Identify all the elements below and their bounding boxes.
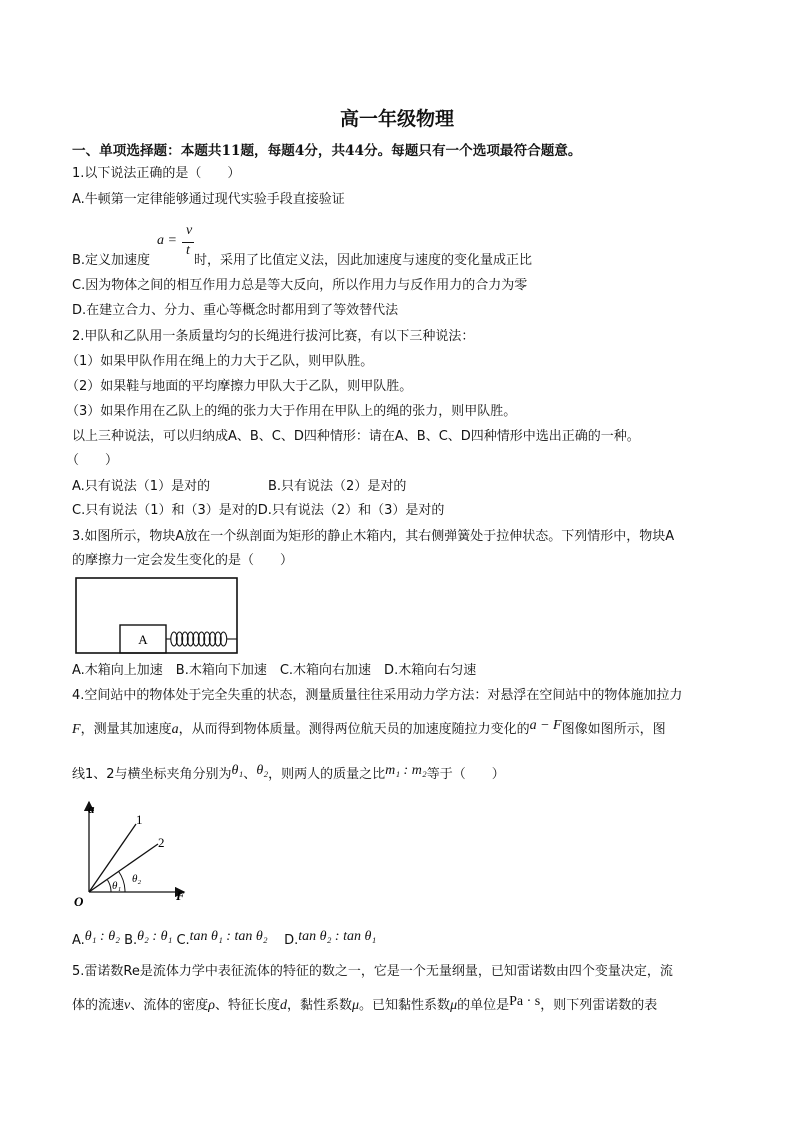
- q4-af-graph: [70, 796, 200, 910]
- q1-option-a: A.牛顿第一定律能够通过现代实验手段直接验证: [72, 192, 345, 207]
- q5-var-d: d: [280, 998, 287, 1013]
- q1-formula-denominator: t: [186, 243, 190, 258]
- q4-theta2: θ₂: [256, 763, 269, 778]
- q2-statement-3: （3）如果作用在乙队上的绳的张力大于作用在甲队上的绳的张力，则甲队胜。: [66, 404, 517, 419]
- line-1-label: 1: [136, 812, 143, 827]
- q5-text-g: ，则下列雷诺数的表: [540, 998, 658, 1013]
- page-title: 高一年级物理: [339, 108, 454, 130]
- q1-option-b-prefix: B.定义加速度: [72, 253, 151, 268]
- q1-stem: 1.以下说法正确的是（ ）: [72, 166, 241, 181]
- q5-text-a: 体的流速: [72, 998, 125, 1013]
- q1-option-d: D.在建立合力、分力、重心等概念时都用到了等效替代法: [72, 303, 399, 318]
- q2-option-b: B.只有说法（2）是对的: [268, 479, 407, 494]
- q1-option-c: C.因为物体之间的相互作用力总是等大反向，所以作用力与反作用力的合力为零: [72, 278, 528, 293]
- q2-option-a: A.只有说法（1）是对的: [72, 479, 211, 494]
- q4-text-2c: 图像如图所示，图: [561, 722, 666, 737]
- q4-stem-line1: 4.空间站中的物体处于完全失重的状态，测量质量往往采用动力学方法：对悬浮在空间站中的物体施加拉力: [72, 688, 683, 703]
- q5-var-mu: μ: [352, 998, 360, 1013]
- q4-option-c-label: C.: [176, 933, 190, 948]
- wooden-box: [76, 578, 237, 653]
- q2-summary: 以上三种说法，可以归纳成A、B、C、D四种情形：请在A、B、C、D四种情形中选出正确的一种。: [72, 429, 640, 444]
- q4-option-a: θ₁ : θ₂: [84, 929, 120, 944]
- y-axis-label: a: [88, 801, 95, 816]
- q1-formula-lhs: a =: [157, 233, 177, 248]
- q4-stem-line2: [72, 720, 666, 740]
- q4-text-3b: ，则两人的质量之比: [268, 767, 386, 782]
- q5-var-mu-2: μ: [450, 998, 458, 1013]
- q2-statement-1: （1）如果甲队作用在绳上的力大于乙队，则甲队胜。: [66, 354, 374, 369]
- q2-statement-2: （2）如果鞋与地面的平均摩擦力甲队大于乙队，则甲队胜。: [66, 379, 413, 394]
- graph-line-2: [89, 844, 158, 892]
- q4-option-c: tan θ₁ : tan θ₂: [189, 929, 268, 944]
- q2-stem: 2.甲队和乙队用一条质量均匀的长绳进行拔河比赛，有以下三种说法：: [72, 329, 475, 344]
- q4-var-af: a − F: [529, 718, 562, 733]
- q2-answer-paren: （ ）: [66, 453, 119, 468]
- q1-formula-numerator: v: [186, 223, 193, 238]
- q3-stem-line1: 3.如图所示，物块A放在一个纵剖面为矩形的静止木箱内，其右侧弹簧处于拉伸状态。下列情形中，物块A: [72, 529, 675, 544]
- q4-options: [72, 931, 376, 951]
- q3-box-diagram: [74, 576, 240, 656]
- q3-options: A.木箱向上加速 B.木箱向下加速 C.木箱向右加速 D.木箱向右匀速: [72, 663, 477, 678]
- q4-option-d-label: D.: [284, 933, 299, 948]
- q4-option-d: tan θ₂ : tan θ₁: [298, 929, 377, 944]
- q2-options-cd: C.只有说法（1）和（3）是对的D.只有说法（2）和（3）是对的: [72, 503, 445, 518]
- q5-var-v: v: [124, 998, 131, 1013]
- q4-option-a-label: A.: [72, 933, 85, 948]
- block-a-label: A: [138, 632, 148, 647]
- q4-mass-ratio: m₁ : m₂: [385, 763, 427, 778]
- q4-var-f: F: [72, 722, 81, 737]
- q4-var-a: a: [171, 722, 179, 737]
- q3-stem-line2: 的摩擦力一定会发生变化的是（ ）: [72, 553, 294, 568]
- q5-var-rho: ρ: [208, 998, 215, 1013]
- section-heading: 一、单项选择题：本题共11题，每题4分，共44分。每题只有一个选项最符合题意。: [72, 143, 582, 159]
- q4-sep: 、: [243, 767, 257, 782]
- angle-1-label: θ₁: [112, 880, 122, 892]
- angle-2-label: θ₂: [132, 873, 142, 885]
- q5-unit: Pa · s: [509, 994, 541, 1009]
- q5-text-f: 的单位是: [457, 998, 510, 1013]
- q5-text-c: 、特征长度: [214, 998, 280, 1013]
- q4-text-2b: ，从而得到物体质量。测得两位航天员的加速度随拉力变化的: [178, 722, 530, 737]
- q5-line2: [72, 996, 657, 1016]
- q4-text-3a: 线1、2与横坐标夹角分别为: [72, 767, 232, 782]
- q1-option-b-suffix: 时，采用了比值定义法，因此加速度与速度的变化量成正比: [194, 253, 533, 268]
- q5-text-d: ，黏性系数: [287, 998, 353, 1013]
- q4-option-b: θ₂ : θ₁: [137, 929, 173, 944]
- q4-stem-line3: [72, 765, 505, 785]
- q4-text-3c: 等于（ ）: [426, 767, 505, 782]
- angle-arc-1: [108, 880, 112, 892]
- q4-text-2a: ，测量其加速度: [80, 722, 172, 737]
- q4-theta1: θ₁: [231, 763, 244, 778]
- spring: [166, 632, 237, 646]
- origin-label: O: [74, 894, 84, 909]
- q5-text-b: 、流体的密度: [130, 998, 209, 1013]
- q4-option-b-label: B.: [124, 933, 138, 948]
- q2-options-ab: [72, 477, 722, 497]
- q5-text-e: 。已知黏性系数: [359, 998, 451, 1013]
- q5-line1: 5.雷诺数Re是流体力学中表征流体的特征的数之一，它是一个无量纲量，已知雷诺数由四个变量决定，流: [72, 964, 673, 979]
- x-axis-label: F: [176, 888, 185, 903]
- line-2-label: 2: [158, 835, 165, 850]
